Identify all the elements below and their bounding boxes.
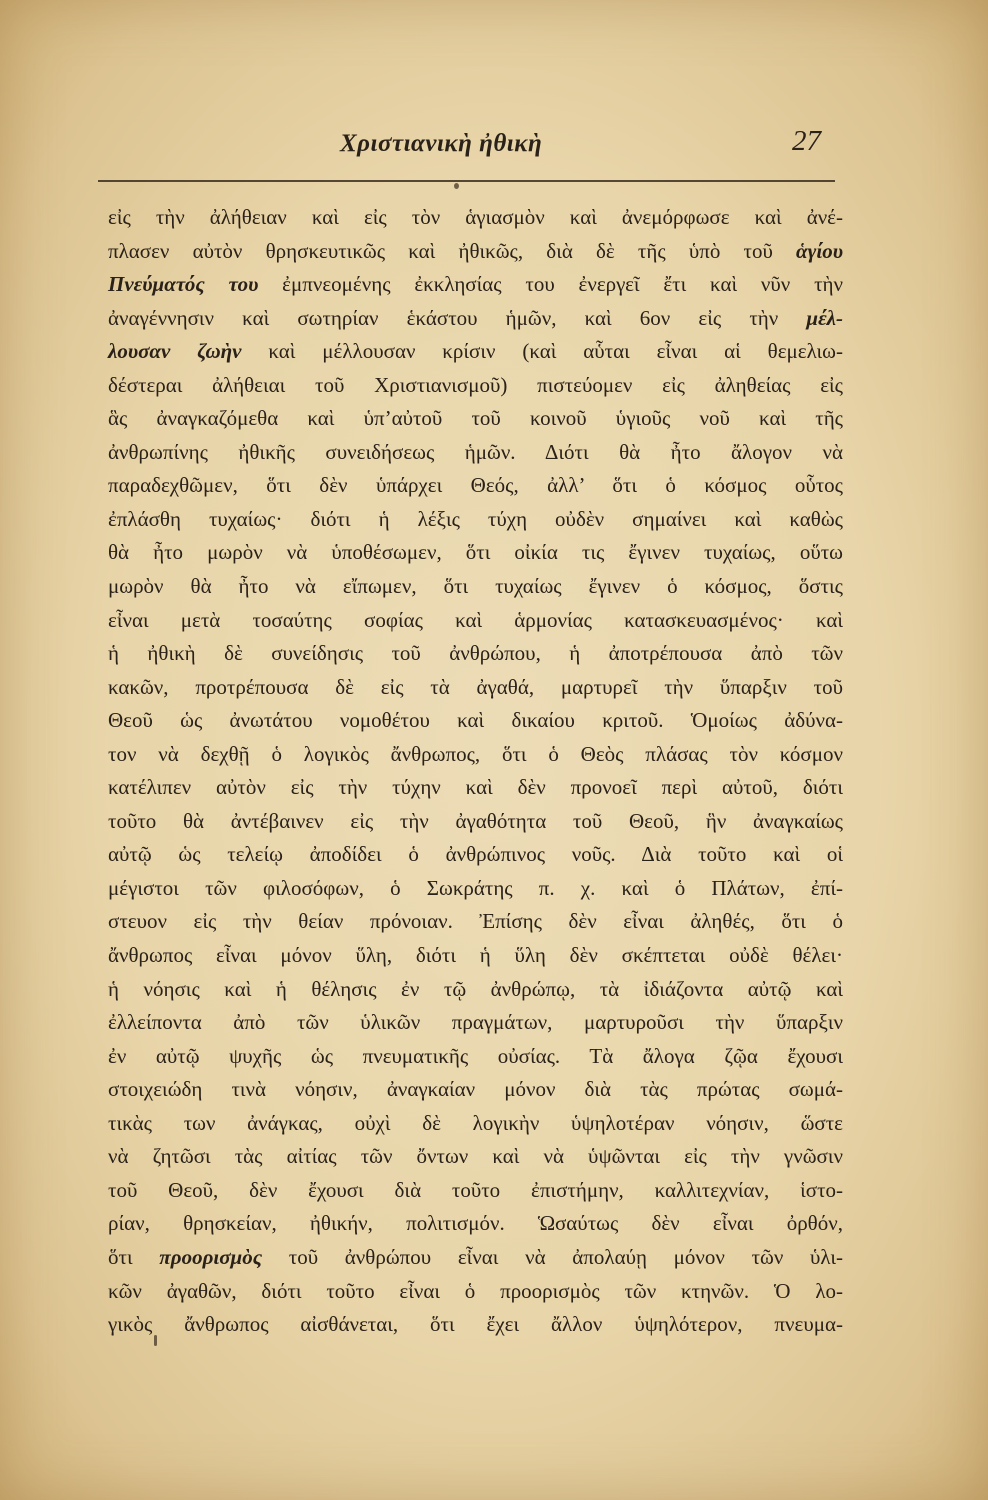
text-line: ἐν αὐτῷ ψυχῆς ὡς πνευματικῆς οὐσίας. Τὰ ἄλογα ζῷα ἔχουσι — [108, 1043, 843, 1068]
text-line: Θεοῦ ὡς ἀνωτάτου νομοθέτου καὶ δικαίου κριτοῦ. Ὁμοίως ἀδύνα- — [108, 708, 843, 733]
text-line: ἀναγέννησιν καὶ σωτηρίαν ἑκάστου ἡμῶν, καὶ 6ον εἰς τὴν μέλ- — [108, 305, 843, 330]
text-line: μέγιστοι τῶν φιλοσόφων, ὁ Σωκράτης π. χ. καὶ ὁ Πλάτων, ἐπί- — [108, 875, 843, 900]
text-line: κακῶν, προτρέπουσα δὲ εἰς τὰ ἀγαθά, μαρτυρεῖ τὴν ὕπαρξιν τοῦ — [108, 674, 843, 699]
emphasized-term: μέλ- — [806, 305, 843, 330]
page-number: 27 — [792, 125, 821, 157]
text-line: ἐλλείποντα ἀπὸ τῶν ὑλικῶν πραγμάτων, μαρτυροῦσι τὴν ὕπαρξιν — [108, 1010, 843, 1035]
text-line: ἃς ἀναγκαζόμεθα καὶ ὑπ’αὐτοῦ τοῦ κοινοῦ ὑγιοῦς νοῦ καὶ τῆς — [108, 406, 843, 431]
emphasized-term: Πνεύματός του — [108, 272, 259, 297]
text-line: δέστεραι ἀλήθειαι τοῦ Χριστιανισμοῦ) πιστεύομεν εἰς ἀληθείας εἰς — [108, 372, 843, 397]
text-line: ἡ νόησις καὶ ἡ θέλησις ἐν τῷ ἀνθρώπῳ, τὰ ἰδιάζοντα αὐτῷ καὶ — [108, 976, 843, 1001]
text-line: Πνεύματός του ἐμπνεομένης ἐκκλησίας του ἐνεργεῖ ἔτι καὶ νῦν τὴν — [108, 272, 844, 297]
text-line: κατέλιπεν αὐτὸν εἰς τὴν τύχην καὶ δὲν προνοεῖ περὶ αὐτοῦ, διότι — [108, 775, 843, 800]
text-line: ἡ ἠθικὴ δὲ συνείδησις τοῦ ἀνθρώπου, ἡ ἀποτρέπουσα ἀπὸ τῶν — [108, 641, 843, 666]
text-line: πλασεν αὐτὸν θρησκευτικῶς καὶ ἠθικῶς, διὰ δὲ τῆς ὑπὸ τοῦ ἁγίου — [108, 238, 844, 263]
text-line: ὅτι προορισμὸς τοῦ ἀνθρώπου εἶναι νὰ ἀπολαύῃ μόνον τῶν ὑλι- — [108, 1244, 844, 1269]
text-line: τικὰς των ἀνάγκας, οὐχὶ δὲ λογικὴν ὑψηλοτέραν νόησιν, ὥστε — [108, 1110, 843, 1135]
running-title: Χριστιανικὴ ἠθικὴ — [340, 130, 543, 157]
text-line: στοιχειώδη τινὰ νόησιν, ἀναγκαίαν μόνον διὰ τὰς πρώτας σωμά- — [108, 1077, 843, 1102]
emphasized-term: ἁγίου — [796, 238, 844, 263]
ink-speck — [454, 183, 459, 189]
emphasized-term: προορισμὸς — [159, 1244, 263, 1269]
header-rule — [98, 180, 835, 182]
text-line: στευον εἰς τὴν θείαν πρόνοιαν. Ἐπίσης δὲν εἶναι ἀληθές, ὅτι ὁ — [108, 909, 843, 934]
text-line: τοῦτο θὰ ἀντέβαινεν εἰς τὴν ἀγαθότητα τοῦ Θεοῦ, ἣν ἀναγκαίως — [108, 808, 843, 833]
text-line: ἀνθρωπίνης ἠθικῆς συνειδήσεως ἡμῶν. Διότι θὰ ἦτο ἄλογον νὰ — [108, 439, 843, 464]
text-line: ἄνθρωπος εἶναι μόνον ὕλη, διότι ἡ ὕλη δὲν σκέπτεται οὐδὲ θέλει· — [108, 943, 843, 968]
text-line: θὰ ἦτο μωρὸν νὰ ὑποθέσωμεν, ὅτι οἰκία τις ἔγινεν τυχαίως, οὕτω — [108, 540, 843, 565]
text-line: παραδεχθῶμεν, ὅτι δὲν ὑπάρχει Θεός, ἀλλ’ ὅτι ὁ κόσμος οὗτος — [108, 473, 843, 498]
text-line: μωρὸν θὰ ἦτο νὰ εἴπωμεν, ὅτι τυχαίως ἔγινεν ὁ κόσμος, ὅστις — [108, 574, 843, 599]
text-line: τον νὰ δεχθῇ ὁ λογικὸς ἄνθρωπος, ὅτι ὁ Θεὸς πλάσας τὸν κόσμον — [108, 741, 843, 766]
text-line: γικὸς ἄνθρωπος αἰσθάνεται, ὅτι ἔχει ἄλλον ὑψηλότερον, πνευμα- — [108, 1312, 843, 1337]
text-line: λουσαν ζωὴν καὶ μέλλουσαν κρίσιν (καὶ αὗται εἶναι αἱ θεμελιω- — [108, 339, 843, 364]
body-text — [108, 201, 843, 1342]
text-line: τοῦ Θεοῦ, δὲν ἔχουσι διὰ τοῦτο ἐπιστήμην, καλλιτεχνίαν, ἱστο- — [108, 1177, 843, 1202]
text-line: αὐτῷ ὡς τελείῳ ἀποδίδει ὁ ἀνθρώπινος νοῦς. Διὰ τοῦτο καὶ οἱ — [108, 842, 843, 867]
text-line: ἐπλάσθη τυχαίως· διότι ἡ λέξις τύχη οὐδὲν σημαίνει καὶ καθὼς — [108, 506, 843, 531]
text-line: εἰς τὴν ἀλήθειαν καὶ εἰς τὸν ἁγιασμὸν καὶ ἀνεμόρφωσε καὶ ἀνέ- — [108, 205, 843, 229]
text-line: νὰ ζητῶσι τὰς αἰτίας τῶν ὄντων καὶ νὰ ὑψῶνται εἰς τὴν γνῶσιν — [108, 1144, 843, 1169]
text-line: ρίαν, θρησκείαν, ἠθικήν, πολιτισμόν. Ὡσαύτως δὲν εἶναι ὀρθόν, — [108, 1211, 843, 1236]
text-line: κῶν ἀγαθῶν, διότι τοῦτο εἶναι ὁ προορισμὸς τῶν κτηνῶν. Ὁ λο- — [108, 1278, 843, 1303]
text-line: εἶναι μετὰ τοσαύτης σοφίας καὶ ἁρμονίας κατασκευασμένος· καὶ — [108, 607, 843, 632]
emphasized-term: λουσαν ζωὴν — [108, 339, 242, 364]
